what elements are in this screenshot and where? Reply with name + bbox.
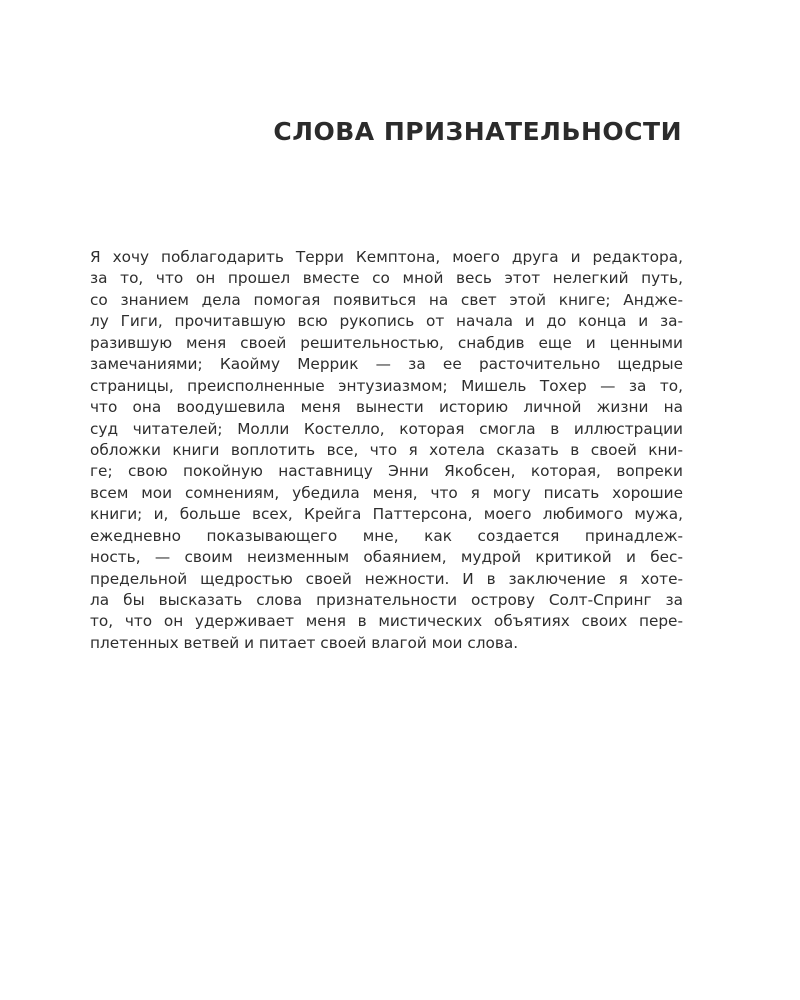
paragraph-line: предельной щедростью своей нежности. И в заключение я хоте- — [90, 569, 683, 588]
paragraph-line: ла бы высказать слова признательности острову Солт-Спринг за — [90, 591, 683, 609]
paragraph-line: Я хочу поблагодарить Терри Кемптона, моего друга и редактора, — [90, 248, 683, 266]
acknowledgements-paragraph — [90, 247, 683, 654]
paragraph-line: ежедневно показывающего мне, как создается принадлеж- — [90, 526, 683, 545]
paragraph-line: лу Гиги, прочитавшую всю рукопись от начала и до конца и за- — [90, 312, 683, 331]
paragraph-line: плетенных ветвей и питает своей влагой мои слова. — [90, 633, 519, 652]
paragraph-line: суд читателей; Молли Костелло, которая смогла в иллюстрации — [90, 419, 683, 438]
paragraph-line: всем мои сомнениям, убедила меня, что я могу писать хорошие — [90, 483, 683, 502]
paragraph-line: книги; и, больше всех, Крейга Паттерсона, моего любимого мужа, — [90, 505, 683, 524]
paragraph-line: то, что он удерживает меня в мистических объятиях своих пере- — [90, 612, 683, 631]
paragraph-line: за то, что он прошел вместе со мной весь этот нелегкий путь, — [90, 269, 683, 288]
paragraph-line: разившую меня своей решительностью, снабдив еще и ценными — [90, 333, 683, 352]
paragraph-line: страницы, преисполненные энтузиазмом; Мишель Тохер — за то, — [90, 376, 683, 395]
paragraph-line: ность, — своим неизменным обаянием, мудрой критикой и бес- — [90, 548, 683, 567]
paragraph-line: что она воодушевила меня вынести историю личной жизни на — [90, 398, 683, 417]
page-title: СЛОВА ПРИЗНАТЕЛЬНОСТИ — [273, 117, 682, 146]
paragraph-line: обложки книги воплотить все, что я хотела сказать в своей кни- — [90, 440, 683, 459]
paragraph-line: со знанием дела помогая появиться на свет этой книге; Андже- — [90, 290, 683, 309]
paragraph-line: ге; свою покойную наставницу Энни Якобсен, которая, вопреки — [90, 462, 683, 481]
paragraph-line: замечаниями; Каойму Меррик — за ее расточительно щедрые — [90, 355, 683, 374]
